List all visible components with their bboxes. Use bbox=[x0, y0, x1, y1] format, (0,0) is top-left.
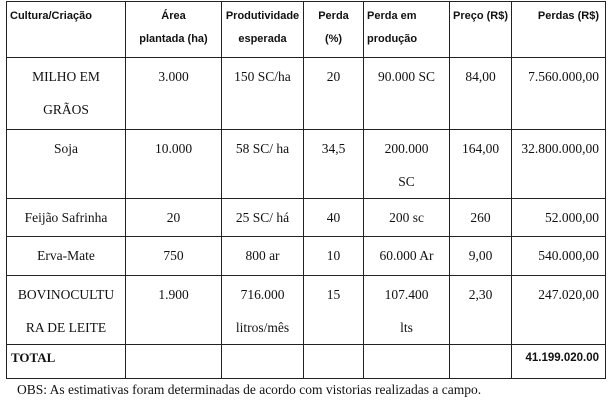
table-row bbox=[7, 237, 606, 276]
total-row bbox=[7, 345, 606, 379]
cell-area: 10.000 bbox=[126, 130, 222, 199]
cell-culture: Soja bbox=[7, 130, 126, 199]
losses-table bbox=[6, 1, 606, 379]
cell-price: 84,00 bbox=[450, 58, 512, 130]
cell-area: 750 bbox=[126, 237, 222, 276]
cell-area: 20 bbox=[126, 199, 222, 237]
header-price: Preço (R$) bbox=[450, 2, 512, 58]
empty-cell bbox=[450, 345, 512, 379]
cell-loss-production: 200 sc bbox=[364, 199, 450, 237]
table-row bbox=[7, 276, 606, 345]
cell-area: 1.900 bbox=[126, 276, 222, 345]
cell-productivity: 58 SC/ ha bbox=[222, 130, 304, 199]
header-area: Área plantada (ha) bbox=[126, 2, 222, 58]
cell-culture: Erva-Mate bbox=[7, 237, 126, 276]
cell-losses: 7.560.000,00 bbox=[512, 58, 606, 130]
cell-losses: 32.800.000,00 bbox=[512, 130, 606, 199]
cell-price: 2,30 bbox=[450, 276, 512, 345]
header-loss-percent: Perda (%) bbox=[304, 2, 364, 58]
total-label: TOTAL bbox=[7, 345, 126, 379]
table-row bbox=[7, 130, 606, 199]
cell-loss-percent: 34,5 bbox=[304, 130, 364, 199]
cell-price: 164,00 bbox=[450, 130, 512, 199]
cell-loss-percent: 20 bbox=[304, 58, 364, 130]
empty-cell bbox=[126, 345, 222, 379]
cell-productivity: 25 SC/ há bbox=[222, 199, 304, 237]
cell-loss-production: 200.000 SC bbox=[364, 130, 450, 199]
header-loss-production: Perda em produção bbox=[364, 2, 450, 58]
table-row bbox=[7, 199, 606, 237]
empty-cell bbox=[364, 345, 450, 379]
header-losses: Perdas (R$) bbox=[512, 2, 606, 58]
empty-cell bbox=[222, 345, 304, 379]
observation-note: OBS: As estimativas foram determinadas de acordo com vistorias realizadas a campo. bbox=[17, 382, 482, 397]
cell-loss-production: 90.000 SC bbox=[364, 58, 450, 130]
total-value: 41.199.020.00 bbox=[512, 345, 606, 379]
cell-price: 260 bbox=[450, 199, 512, 237]
cell-loss-percent: 10 bbox=[304, 237, 364, 276]
cell-productivity: 150 SC/ha bbox=[222, 58, 304, 130]
cell-loss-percent: 15 bbox=[304, 276, 364, 345]
cell-productivity: 716.000 litros/mês bbox=[222, 276, 304, 345]
cell-culture: Feijão Safrinha bbox=[7, 199, 126, 237]
header-productivity: Produtividade esperada bbox=[222, 2, 304, 58]
cell-loss-production: 60.000 Ar bbox=[364, 237, 450, 276]
cell-loss-percent: 40 bbox=[304, 199, 364, 237]
cell-culture: MILHO EM GRÃOS bbox=[7, 58, 126, 130]
header-row bbox=[7, 2, 606, 58]
cell-area: 3.000 bbox=[126, 58, 222, 130]
header-culture: Cultura/Criação bbox=[7, 2, 126, 58]
table-row bbox=[7, 58, 606, 130]
cell-productivity: 800 ar bbox=[222, 237, 304, 276]
cell-loss-production: 107.400 lts bbox=[364, 276, 450, 345]
cell-culture: BOVINOCULTU RA DE LEITE bbox=[7, 276, 126, 345]
empty-cell bbox=[304, 345, 364, 379]
cell-losses: 247.020,00 bbox=[512, 276, 606, 345]
cell-losses: 540.000,00 bbox=[512, 237, 606, 276]
cell-losses: 52.000,00 bbox=[512, 199, 606, 237]
cell-price: 9,00 bbox=[450, 237, 512, 276]
